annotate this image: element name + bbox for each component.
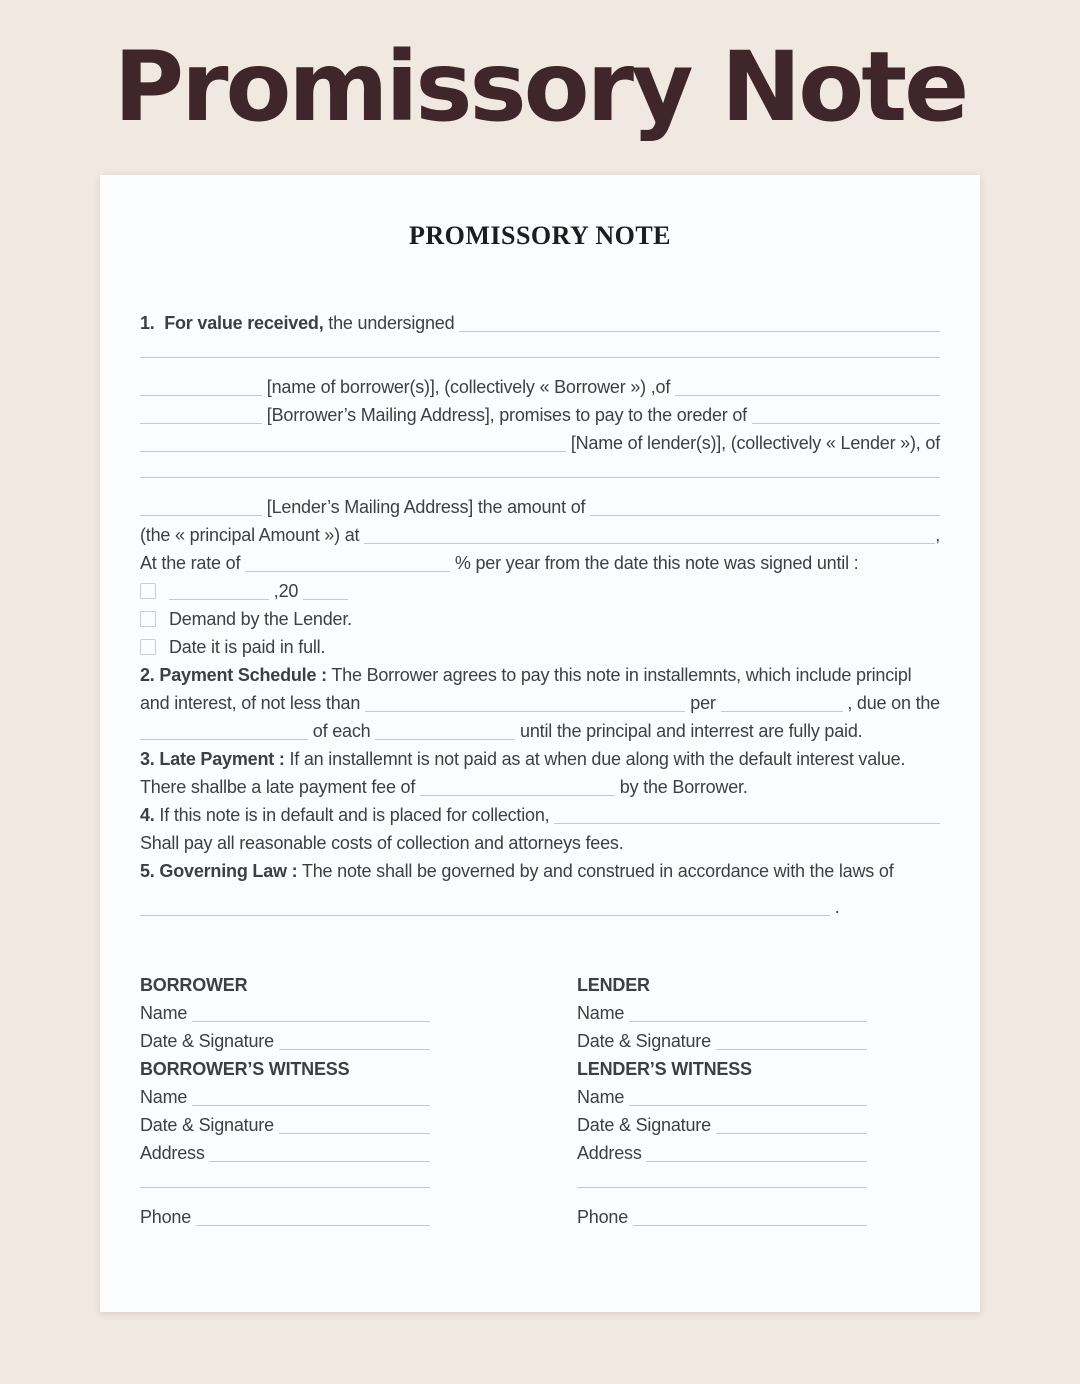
form-line [140,1059,430,1087]
clause-text: Address [577,1142,647,1163]
clause-text: The note shall be governed by and construed in accordance with the laws of [297,860,894,881]
clause-text: [Borrower’s Mailing Address], promises to pay to the oreder of [262,404,752,425]
clause-text: [Name of lender(s)], (collectively « Lender »), of [566,432,940,453]
blank-fill-line [140,510,262,516]
blank-fill-line [459,326,940,332]
clause-text: Name [140,1002,193,1023]
form-line [140,377,940,405]
form-line [577,1143,867,1171]
clause-text: Name [577,1086,630,1107]
blank-fill-line [375,734,515,740]
clause-text: If this note is in default and is placed for collection, [154,804,555,825]
clause-text: [Lender’s Mailing Address] the amount of [262,496,591,517]
clause-text: Demand by the Lender. [169,608,352,629]
form-line [140,497,940,525]
form-line [577,975,867,1003]
clause-text: the undersigned [323,312,460,333]
blank-fill-line [554,818,940,824]
blank-fill-line [629,1016,867,1022]
form-line [140,805,940,833]
blank-fill-line [365,706,686,712]
clause-text: and interest, of not less than [140,692,365,713]
blank-fill-line [140,910,830,916]
blank-fill-line [646,1156,867,1162]
clause-text: Phone [577,1206,633,1227]
blank-fill-line [721,706,843,712]
clause-text: Date it is paid in full. [169,636,326,657]
clause-label: BORROWER’S WITNESS [140,1058,350,1079]
blank-fill-line [140,418,262,424]
clause-text: % per year from the date this note was signed until : [450,552,859,573]
checkbox[interactable] [140,583,156,599]
clause-text: Date & Signature [577,1030,716,1051]
form-line [140,833,940,861]
page-title: Promissory Note [113,31,967,143]
blank-fill-line [633,1220,867,1226]
clause-label: LENDER’S WITNESS [577,1058,752,1079]
clause-text: Date & Signature [577,1114,716,1135]
clause-text: , [935,524,940,545]
checkbox[interactable] [140,611,156,627]
blank-fill-line [590,510,940,516]
form-line [577,1207,867,1235]
clause-text: [name of borrower(s)], (collectively « Borrower ») ,of [262,376,675,397]
clause-text: Name [140,1086,193,1107]
blank-fill-line [245,566,450,572]
form-line [577,1003,867,1031]
document-heading: PROMISSORY NOTE [408,220,672,250]
clause-text: ,20 [269,580,304,601]
blank-fill-line [140,352,940,358]
form-line [140,975,430,1003]
clause-text: Phone [140,1206,196,1227]
form-line [140,1087,430,1115]
form-line [140,609,940,637]
blank-fill-line [279,1044,430,1050]
document-body [140,313,940,925]
clause-text: The Borrower agrees to pay this note in installemnts, which include principl [326,664,912,685]
blank-fill-line [140,472,940,478]
blank-fill-line [196,1220,430,1226]
form-line [140,637,940,665]
blank-fill-line [303,594,348,600]
form-line [140,1143,430,1171]
form-line [577,1179,867,1207]
signature-column-lender [577,975,867,1235]
blank-fill-line [629,1100,867,1106]
blank-fill-line [140,390,262,396]
clause-label: 3. Late Payment : [140,748,285,769]
blank-fill-line [169,594,269,600]
blank-fill-line [140,446,566,452]
blank-fill-line [577,1182,867,1188]
clause-text: by the Borrower. [614,776,748,797]
form-line [140,665,940,693]
clause-text: . [830,896,840,917]
blank-fill-line [364,538,935,544]
form-line [140,749,940,777]
form-line [140,525,940,553]
form-line [140,469,940,497]
clause-label: LENDER [577,974,650,995]
clause-label: 5. Governing Law : [140,860,298,881]
clause-text: Address [140,1142,210,1163]
blank-fill-line [420,790,615,796]
form-line [140,777,940,805]
blank-fill-line [192,1016,430,1022]
form-line [577,1115,867,1143]
blank-fill-line [279,1128,430,1134]
clause-label: 2. Payment Schedule : [140,664,327,685]
blank-fill-line [140,1182,430,1188]
form-line [140,405,940,433]
form-line [140,581,940,609]
form-line [577,1059,867,1087]
clause-text: of each [308,720,376,741]
form-line [140,1207,430,1235]
form-line [577,1087,867,1115]
clause-text: At the rate of [140,552,246,573]
clause-text: , due on the [842,692,940,713]
clause-text: There shallbe a late payment fee of [140,776,420,797]
clause-text: If an installemnt is not paid as at when due along with the default interest value. [284,748,906,769]
blank-fill-line [752,418,940,424]
clause-text: Name [577,1002,630,1023]
form-line [140,693,940,721]
clause-text: Shall pay all reasonable costs of collection and attorneys fees. [140,832,624,853]
blank-fill-line [192,1100,430,1106]
form-line [140,1003,430,1031]
form-line [140,721,940,749]
clause-text: (the « principal Amount ») at [140,524,365,545]
blank-fill-line [716,1044,867,1050]
form-line [140,861,940,889]
form-line [140,433,940,461]
checkbox[interactable] [140,639,156,655]
form-line [140,1115,430,1143]
clause-text: until the principal and interrest are fully paid. [515,720,863,741]
form-line [140,313,940,341]
signature-section [140,975,940,1235]
clause-text: Date & Signature [140,1114,279,1135]
form-line [140,553,940,581]
form-line [140,897,940,925]
blank-fill-line [209,1156,430,1162]
signature-column-borrower [140,975,430,1235]
form-line [140,349,940,377]
form-line [140,1179,430,1207]
clause-label: 4. [140,804,155,825]
document-page [100,175,980,1312]
clause-label: 1. For value received, [140,312,324,333]
blank-fill-line [140,734,308,740]
form-line [140,1031,430,1059]
blank-fill-line [716,1128,867,1134]
clause-text: per [685,692,721,713]
clause-text: Date & Signature [140,1030,279,1051]
form-line [577,1031,867,1059]
clause-label: BORROWER [140,974,248,995]
blank-fill-line [675,390,940,396]
